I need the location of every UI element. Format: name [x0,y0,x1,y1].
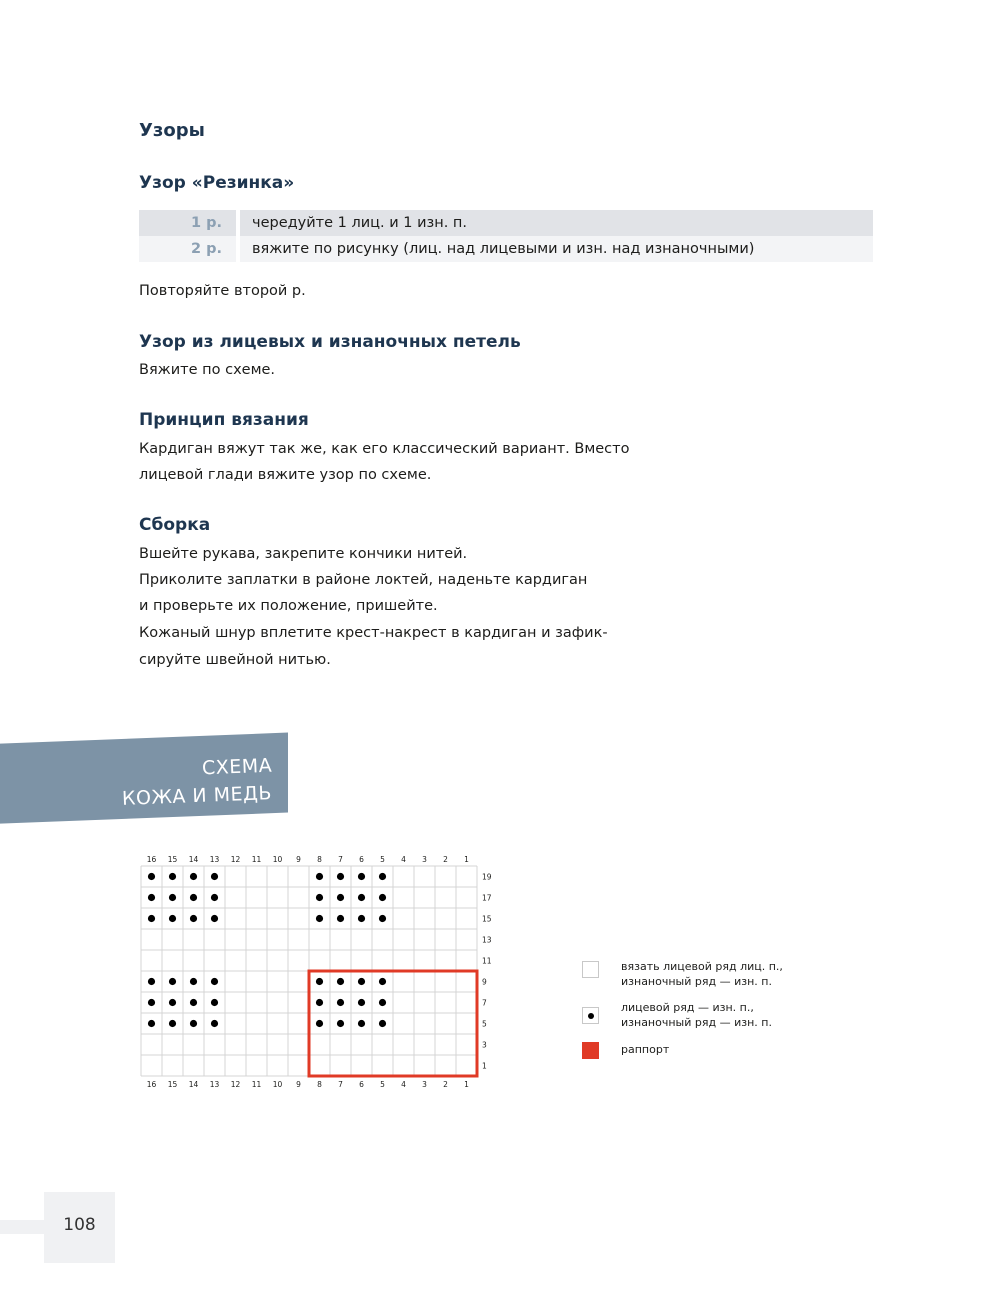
column-number-top: 3 [422,855,427,864]
column-number-top: 16 [146,855,157,864]
legend-line: лицевой ряд — изн. п., [621,1001,754,1014]
ribbing-note: Повторяйте второй р. [139,283,306,299]
column-number-top: 10 [272,855,283,864]
purl-dot [316,915,323,922]
purl-dot [169,894,176,901]
purl-dot [337,999,344,1006]
purl-dot [316,999,323,1006]
purl-dot [337,915,344,922]
purl-dot [379,978,386,985]
column-number-bottom: 14 [188,1080,199,1089]
purl-dot [148,999,155,1006]
purl-dot [316,894,323,901]
row-number: 3 [482,1040,487,1050]
purl-dot [190,999,197,1006]
purl-dot [337,978,344,985]
purl-dot [379,999,386,1006]
purl-dot [148,978,155,985]
column-number-bottom: 13 [209,1080,220,1089]
column-number-top: 2 [443,855,448,864]
column-number-top: 6 [359,855,364,864]
assembly-line-4: Кожаный шнур вплетите крест-накрест в кардиган и зафик- [139,625,608,641]
column-number-top: 13 [209,855,220,864]
purl-dot [148,894,155,901]
purl-dot [190,894,197,901]
column-number-top: 15 [167,855,178,864]
purl-dot [190,915,197,922]
purl-dot [211,999,218,1006]
legend-text [621,1042,669,1057]
assembly-line-1: Вшейте рукава, закрепите кончики нитей. [139,546,468,562]
purl-dot [169,873,176,880]
purl-dot [169,999,176,1006]
knitting-chart [138,852,498,1097]
row-text: чередуйте 1 лиц. и 1 изн. п. [252,215,468,231]
purl-dot [379,915,386,922]
legend-line: изнаночный ряд — изн. п. [621,1016,772,1029]
row-number: 17 [482,893,492,903]
column-number-bottom: 9 [296,1080,301,1089]
chart-banner [0,733,288,824]
row-number: 5 [482,1019,487,1029]
repeat-swatch-icon [582,1042,599,1059]
column-number-top: 12 [230,855,241,864]
column-number-bottom: 7 [338,1080,343,1089]
purl-dot [190,978,197,985]
column-number-bottom: 4 [401,1080,406,1089]
purl-dot [211,894,218,901]
column-number-bottom: 1 [464,1080,469,1089]
purl-dot [169,978,176,985]
row-number: 9 [482,977,487,987]
legend-line: изнаночный ряд — изн. п. [621,975,772,988]
page-number: 108 [63,1215,96,1235]
purl-dot [358,873,365,880]
legend-line: вязать лицевой ряд лиц. п., [621,960,783,973]
knit-purl-text: Вяжите по схеме. [139,362,276,378]
column-number-top: 11 [251,855,262,864]
row-number: 15 [482,914,492,924]
column-number-bottom: 2 [443,1080,448,1089]
purl-dot [358,999,365,1006]
column-number-top: 7 [338,855,343,864]
column-number-top: 8 [317,855,322,864]
column-number-top: 5 [380,855,385,864]
purl-dot [148,873,155,880]
purl-dot [337,873,344,880]
purl-dot [379,873,386,880]
assembly-line-3: и проверьте их положение, пришейте. [139,598,438,614]
legend-line: раппорт [621,1043,670,1056]
row-number: 1 [482,1061,487,1071]
purl-dot [358,915,365,922]
column-number-bottom: 12 [230,1080,241,1089]
purl-dot [148,915,155,922]
column-number-bottom: 3 [422,1080,427,1089]
purl-dot [169,915,176,922]
purl-dot [379,1020,386,1027]
column-number-bottom: 11 [251,1080,262,1089]
purl-dot [358,978,365,985]
column-number-bottom: 16 [146,1080,157,1089]
column-number-bottom: 6 [359,1080,364,1089]
purl-dot [211,873,218,880]
purl-dot [358,1020,365,1027]
knit-purl-title: Узор из лицевых и изнаночных петель [139,332,521,352]
ribbing-row-1 [139,210,873,236]
legend-text [621,1000,772,1030]
purl-dot [211,915,218,922]
row-text: вяжите по рисунку (лиц. над лицевыми и изн. над изнаночными) [252,241,755,257]
row-label: 1 р. [190,215,222,231]
assembly-title: Сборка [139,515,211,535]
page-number-strip [0,1220,44,1234]
purl-dot [316,1020,323,1027]
purl-dot [190,1020,197,1027]
ribbing-title: Узор «Резинка» [139,173,295,193]
purl-dot [316,873,323,880]
principle-title: Принцип вязания [139,410,309,430]
row-number: 19 [482,872,492,882]
column-number-bottom: 8 [317,1080,322,1089]
purl-dot [358,894,365,901]
row-label: 2 р. [190,241,222,257]
legend-text [621,959,783,989]
column-number-top: 1 [464,855,469,864]
section-title: Узоры [139,120,205,141]
principle-line-2: лицевой глади вяжите узор по схеме. [139,467,432,483]
column-number-bottom: 10 [272,1080,283,1089]
column-number-top: 14 [188,855,199,864]
purl-dot [211,1020,218,1027]
purl-dot [169,1020,176,1027]
column-number-bottom: 5 [380,1080,385,1089]
assembly-line-5: сируйте швейной нитью. [139,652,331,668]
purl-dot [190,873,197,880]
ribbing-rows-table [139,210,873,262]
column-number-top: 4 [401,855,406,864]
purl-dot [379,894,386,901]
banner-title: СХЕМА [201,754,273,780]
purl-dot [211,978,218,985]
row-number: 11 [482,956,492,966]
banner-subtitle: КОЖА И МЕДЬ [121,782,273,810]
empty-cell-icon [582,961,599,978]
purl-dot [337,1020,344,1027]
row-number: 7 [482,998,487,1008]
column-number-bottom: 15 [167,1080,178,1089]
ribbing-row-2 [139,236,873,262]
purl-dot [337,894,344,901]
principle-line-1: Кардиган вяжут так же, как его классический вариант. Вместо [139,441,630,457]
purl-dot [316,978,323,985]
assembly-line-2: Приколите заплатки в районе локтей, наденьте кардиган [139,572,588,588]
column-number-top: 9 [296,855,301,864]
purl-dot [148,1020,155,1027]
row-number: 13 [482,935,492,945]
dot-cell-icon [582,1007,599,1024]
